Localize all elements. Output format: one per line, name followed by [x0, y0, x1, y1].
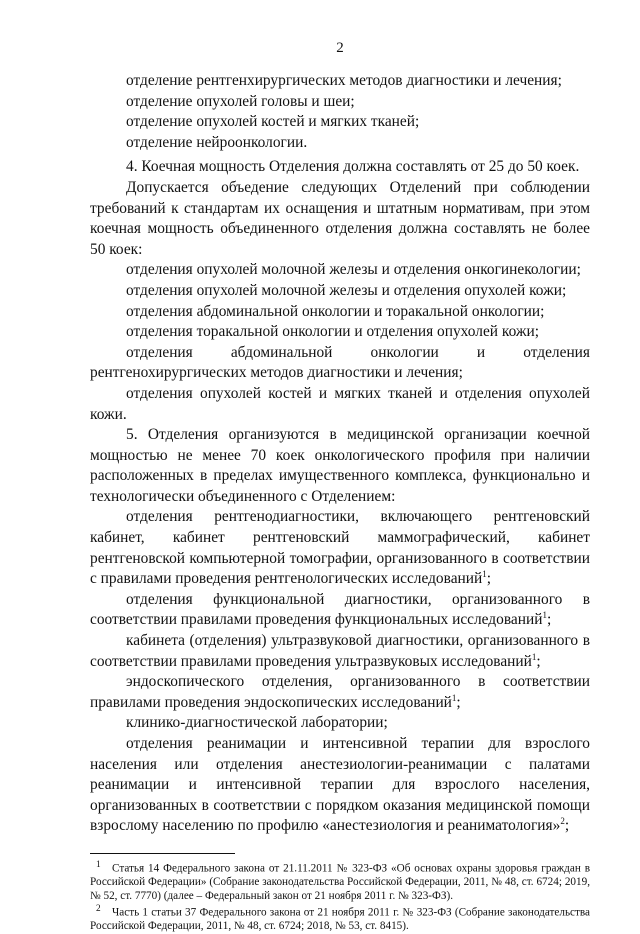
paragraph-text: отделения опухолей костей и мягких тканей и отделения опухолей кожи.: [90, 384, 590, 423]
list-item: [90, 672, 590, 713]
list-item: [90, 281, 590, 302]
list-item: [90, 71, 590, 92]
list-item: [90, 713, 590, 734]
paragraph-tail: ;: [536, 652, 541, 670]
paragraph-text: отделения реанимации и интенсивной терапии для взрослого населения или отделения анестезиологии-реанимации с палатами реанимации и интенсивной терапии для взрослого населения, организованных в соответствии с порядком оказания медицинской помощи взрослому населению по профилю «анестезиология и реаниматология»: [90, 735, 590, 835]
paragraph-text: отделение рентгенхирургических методов диагностики и лечения;: [126, 72, 562, 89]
footnote: [90, 903, 590, 934]
numbered-paragraph: [90, 425, 590, 507]
paragraph-text: 4. Коечная мощность Отделения должна составлять от 25 до 50 коек.: [126, 158, 580, 176]
numbered-paragraph: [90, 178, 590, 260]
paragraph-text: клинико-диагностической лаборатории;: [126, 714, 388, 732]
footnotes: [90, 859, 590, 934]
page-number: 2: [336, 40, 344, 56]
list-item: [90, 302, 590, 323]
numbered-paragraph: [90, 157, 590, 178]
paragraph-text: отделения функциональной диагностики, организованного в соответствии правилами проведения функциональных исследований: [90, 590, 590, 629]
list-item: [90, 734, 590, 837]
footnote-reference[interactable]: 1: [531, 651, 537, 662]
paragraph-text: кабинета (отделения) ультразвуковой диагностики, организованного в соответствии правилами проведения ультразвуковых исследований: [90, 632, 590, 670]
paragraph-tail: ;: [456, 693, 461, 711]
footnote-text: Статья 14 Федерального закона от 21.11.2011 № 323-ФЗ «Об основах охраны здоровья граждан в Российской Федерации» (Собрание законодательства Российской Федерации, 2011, № 48, ст. 6724; 2019, № 52, ст. 7770) (далее – Федеральный закон от 21 ноября 2011 г. № 323-ФЗ).: [90, 862, 590, 902]
paragraph-text: отделение опухолей костей и мягких тканей;: [126, 113, 420, 131]
list-item: [90, 322, 590, 343]
list-item: [90, 384, 590, 425]
footnote-text: Часть 1 статьи 37 Федерального закона от 21 ноября 2011 г. № 323-ФЗ (Собрание законодательства Российской Федерации, 2011, № 48, ст. 6724; 2018, № 53, ст. 8415).: [90, 906, 590, 933]
paragraph-text: отделения рентгенодиагностики, включающего рентгеновский кабинет, кабинет рентгеновский маммографический, кабинет рентгеновской компьютерной томографии, организованного в соответствии с правилами проведения рентгенологических исследований: [90, 508, 590, 588]
list-item: [90, 92, 590, 113]
list-item: [90, 590, 590, 631]
paragraph-tail: ;: [486, 570, 492, 588]
list-item: [90, 133, 590, 154]
paragraph-text: отделения абдоминальной онкологии и торакальной онкологии;: [126, 302, 545, 320]
list-item: [90, 112, 590, 133]
paragraph-tail: ;: [546, 611, 552, 629]
body-text: [90, 71, 590, 837]
list-item: [90, 507, 590, 589]
footnote-reference[interactable]: 1: [482, 569, 487, 580]
footnote-reference[interactable]: 2: [560, 816, 565, 827]
paragraph-text: отделения абдоминальной онкологии и отделения рентгенохирургических методов диагностики и лечения;: [90, 343, 590, 382]
footnote-reference[interactable]: 1: [451, 692, 457, 703]
paragraph-text: отделение нейроонкологии.: [126, 133, 308, 151]
footnote-mark: 2: [96, 904, 101, 915]
paragraph-text: отделения опухолей молочной железы и отделения онкогинекологии;: [126, 261, 581, 279]
paragraph-text: 5. Отделения организуются в медицинской организации коечной мощностью не менее 70 коек онкологического профиля при наличии расположенных в пределах имущественного комплекса, функционально и технологически объединенного с Отделением:: [90, 426, 590, 505]
list-item: [90, 260, 590, 281]
list-item: [90, 343, 590, 384]
list-item: [90, 631, 590, 672]
paragraph-text: отделения опухолей молочной железы и отделения опухолей кожи;: [126, 281, 567, 299]
paragraph-text: отделение опухолей головы и шеи;: [126, 92, 355, 110]
footnote: [90, 859, 590, 903]
paragraph-tail: ;: [564, 817, 570, 835]
paragraph-text: отделения торакальной онкологии и отделения опухолей кожи;: [126, 323, 540, 341]
footnote-reference[interactable]: 1: [542, 610, 547, 621]
paragraph-text: эндоскопического отделения, организованного в соответствии правилами проведения эндоскопических исследований: [90, 673, 590, 711]
footnote-mark: 1: [96, 859, 101, 870]
paragraph-text: Допускается объедение следующих Отделений при соблюдении требований к стандартам их оснащения и штатным нормативам, при этом коечная мощность объединенного отделения должна составлять не более 50 коек:: [90, 178, 590, 258]
footnote-divider: [90, 853, 235, 854]
